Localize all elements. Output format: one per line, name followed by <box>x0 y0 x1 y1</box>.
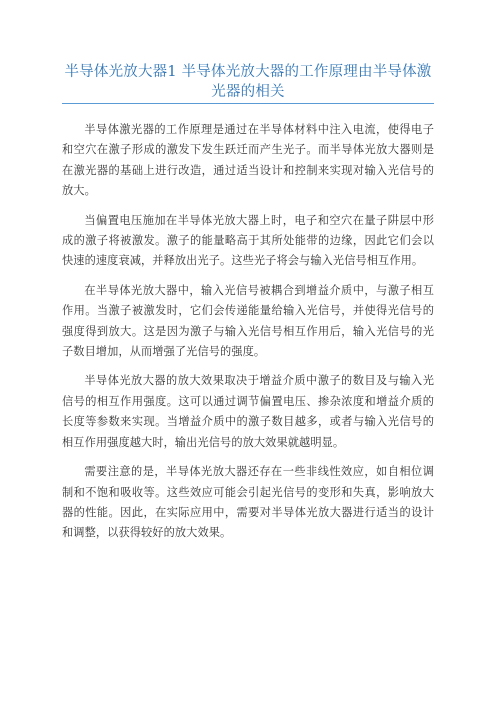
document-body <box>62 120 434 553</box>
paragraph-1: 半导体激光器的工作原理是通过在半导体材料中注入电流，使得电子和空穴在激子形成的激发下发生跃迁而产生光子。而半导体光放大器则是在激光器的基础上进行改造，通过适当设计和控制来实现对输入光信号的放大。 <box>62 123 434 198</box>
paragraph-4: 半导体光放大器的放大效果取决于增益介质中激子的数目及与输入光信号的相互作用强度。这可以通过调节偏置电压、掺杂浓度和增益介质的长度等参数来实现。当增益介质中的激子数目越多，或者与输入光信号的相互作用强度越大时，输出光信号的放大效果就越明显。 <box>62 374 434 449</box>
paragraph-3: 在半导体光放大器中，输入光信号被耦合到增益介质中，与激子相互作用。当激子被激发时，它们会传递能量给输入光信号，并使得光信号的强度得到放大。这是因为激子与输入光信号相互作用后，输入光信号的光子数目增加，从而增强了光信号的强度。 <box>62 283 434 359</box>
document-title: 半导体光放大器1 半导体光放大器的工作原理由半导体激光器的相关 <box>64 64 432 100</box>
paragraph-2: 当偏置电压施加在半导体光放大器上时，电子和空穴在量子阱层中形成的激子将被激发。激子的能量略高于其所处能带的边缘，因此它们会以快速的速度衰减，并释放出光子。这些光子将会与输入光信号相互作用。 <box>62 213 434 268</box>
title-underline <box>62 103 434 104</box>
paragraph-5: 需要注意的是，半导体光放大器还存在一些非线性效应，如自相位调制和不饱和吸收等。这些效应可能会引起光信号的变形和失真，影响放大器的性能。因此，在实际应用中，需要对半导体光放大器进行适当的设计和调整，以获得较好的放大效果。 <box>62 465 434 540</box>
